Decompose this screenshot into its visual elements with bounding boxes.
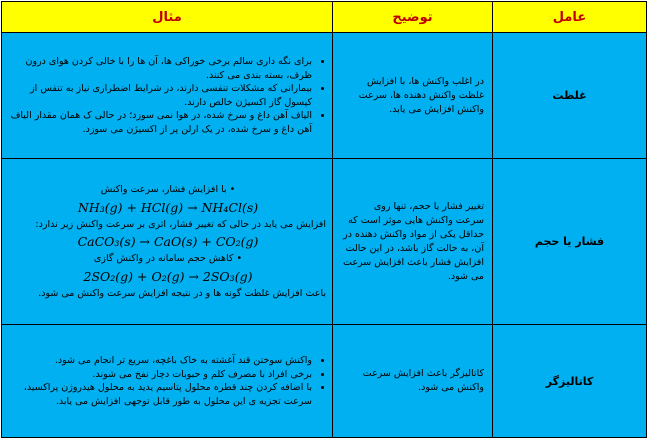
intro-text: کاهش حجم سامانه در واکنش گازی [93, 253, 234, 264]
body-text: افزایش می یابد در حالی که تغییر فشار، اثری بر سرعت واکنش زیر ندارد: [35, 218, 326, 230]
explanation-cell: در اغلب واکنش ها، با افزایش غلظت واکنش دهنده ها، سرعت واکنش افزایش می یابد. [333, 33, 493, 159]
equation-3: 2SO₂(g) + O₂(g) → 2SO₃(g) [83, 268, 253, 284]
reaction-rate-factors-table [1, 1, 647, 438]
list-item: • الیاف آهن داغ و سرخ شده، در هوا نمی سوزد؛ در حالی ک همان مقدار الیاف آهن داغ و سرخ شده، در یک ارلن پر از اکسیژن می سوزد. [10, 109, 312, 136]
explanation-cell: کاتالیزگر باعث افزایش سرعت واکنش می شود. [333, 325, 493, 438]
body-text: باعث افزایش غلظت گونه ها و در نتیجه افزایش سرعت واکنش می شود. [38, 287, 326, 299]
list-item: • واکنش سوختن قند آغشته به خاک باغچه، سریع تر انجام می شود. [10, 354, 312, 368]
header-factor: عامل [493, 2, 647, 33]
header-explanation: توضیح [333, 2, 493, 33]
list-item: • بیمارانی که مشکلات تنفسی دارند، در شرایط اضطراری نیاز به تنفس از کپسول گاز اکسیژن خالص دارند. [10, 82, 312, 109]
example-list [10, 354, 326, 408]
list-item: • با اضافه کردن چند قطره محلول پتاسیم یدید به محلول هیدروژن پراکسید، سرعت تجزیه ی این محلول به طور قابل توجهی افزایش می یابد. [10, 381, 312, 408]
example-cell [2, 325, 333, 438]
factor-cell: غلظت [493, 33, 647, 159]
header-row [2, 2, 647, 33]
factor-cell: فشار یا حجم [493, 159, 647, 325]
list-item: • برای نگه داری سالم برخی خوراکی ها، آن ها را با خالی کردن هوای درون ظرف، بسته بندی می کنند. [10, 55, 312, 82]
explanation-cell: تغییر فشار یا حجم، تنها روی سرعت واکنش هایی موثر است که حداقل یکی از مواد واکنش دهنده در آن، به حالت گاز باشد، در این حالت افزایش فشار باعث افزایش سرعت می شود. [333, 159, 493, 325]
table-row [2, 33, 647, 159]
factor-cell: کاتالیزگر [493, 325, 647, 438]
list-item: • برخی افراد با مصرف کلم و حبوبات دچار نفخ می شوند. [10, 368, 312, 382]
intro-text: با افزایش فشار، سرعت واکنش [100, 184, 227, 195]
table-row [2, 325, 647, 438]
example-cell [2, 159, 333, 325]
bullet-text: • کاهش حجم سامانه در واکنش گازی [93, 253, 243, 264]
example-cell [2, 33, 333, 159]
header-example: مثال [2, 2, 333, 33]
equation-2: CaCO₃(s) → CaO(s) + CO₂(g) [77, 234, 259, 249]
example-list [10, 55, 326, 136]
equation-1: NH₃(g) + HCl(g) → NH₄Cl(s) [77, 199, 259, 215]
table-row [2, 159, 647, 325]
bullet-text: • با افزایش فشار، سرعت واکنش [100, 184, 236, 195]
